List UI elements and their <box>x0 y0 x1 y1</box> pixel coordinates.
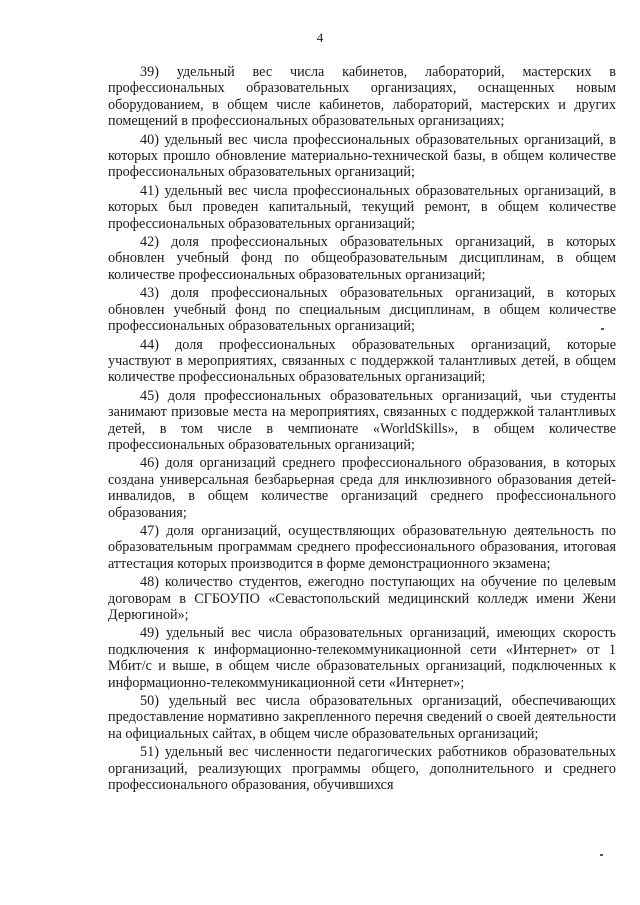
paragraph-48: 48) количество студентов, ежегодно поступающих на обучение по целевым договорам в СГБОУПО «Севастопольский медицинский колледж имени Жени Дерюгиной»; <box>108 574 616 623</box>
paragraph-42: 42) доля профессиональных образовательных организаций, в которых обновлен учебный фонд по общеобразовательным дисциплинам, в общем количестве профессиональных образовательных организаций; <box>108 234 616 283</box>
paragraph-46: 46) доля организаций среднего профессионального образования, в которых создана универсальная безбарьерная среда для инклюзивного образования детей-инвалидов, в общем количестве организаций среднего профессионального образования; <box>108 455 616 521</box>
paragraph-47: 47) доля организаций, осуществляющих образовательную деятельность по образовательным программам среднего профессионального образования, итоговая аттестация которых производится в форме демонстрационного экзамена; <box>108 522 616 572</box>
paragraph-39: 39) удельный вес числа кабинетов, лабораторий, мастерских в профессиональных образовательных организациях, оснащенных новым оборудованием, в общем числе кабинетов, лабораторий, мастерских и других помещений в профессиональных образовательных организациях; <box>108 64 616 130</box>
scan-speck <box>601 328 604 330</box>
paragraph-40: 40) удельный вес числа профессиональных образовательных организаций, в которых прошло обновление материально-технической базы, в общем количестве профессиональных образовательных организаций; <box>108 131 616 181</box>
scan-speck <box>600 854 603 856</box>
paragraph-51: 51) удельный вес численности педагогических работников образовательных организаций, реализующих программы общего, дополнительного и среднего профессионального образования, обучившихся <box>108 744 616 794</box>
paragraph-41: 41) удельный вес числа профессиональных образовательных организаций, в которых был проведен капитальный, текущий ремонт, в общем количестве профессиональных образовательных организаций; <box>108 182 616 232</box>
paragraph-43: 43) доля профессиональных образовательных организаций, в которых обновлен учебный фонд по специальным дисциплинам, в общем количестве профессиональных образовательных организаций; <box>108 285 616 335</box>
document-body <box>108 64 616 795</box>
paragraph-45: 45) доля профессиональных образовательных организаций, чьи студенты занимают призовые места на мероприятиях, связанных с поддержкой талантливых детей, в том числе в чемпионате «WorldSkills», в общем количестве профессиональных образовательных организаций; <box>108 387 616 453</box>
paragraph-50: 50) удельный вес числа образовательных организаций, обеспечивающих предоставление нормативно закрепленного перечня сведений о своей деятельности на официальных сайтах, в общем числе образовательных организаций; <box>108 693 616 742</box>
paragraph-49: 49) удельный вес числа образовательных организаций, имеющих скорость подключения к информационно-телекоммуникационной сети «Интернет» от 1 Мбит/с и выше, в общем числе образовательных организаций, подключенных к информационно-телекоммуникационной сети «Интернет»; <box>108 625 616 691</box>
paragraph-44: 44) доля профессиональных образовательных организаций, которые участвуют в мероприятиях, связанных с поддержкой талантливых детей, в общем количестве профессиональных образовательных организаций; <box>108 336 616 386</box>
page-number: 4 <box>316 30 324 45</box>
